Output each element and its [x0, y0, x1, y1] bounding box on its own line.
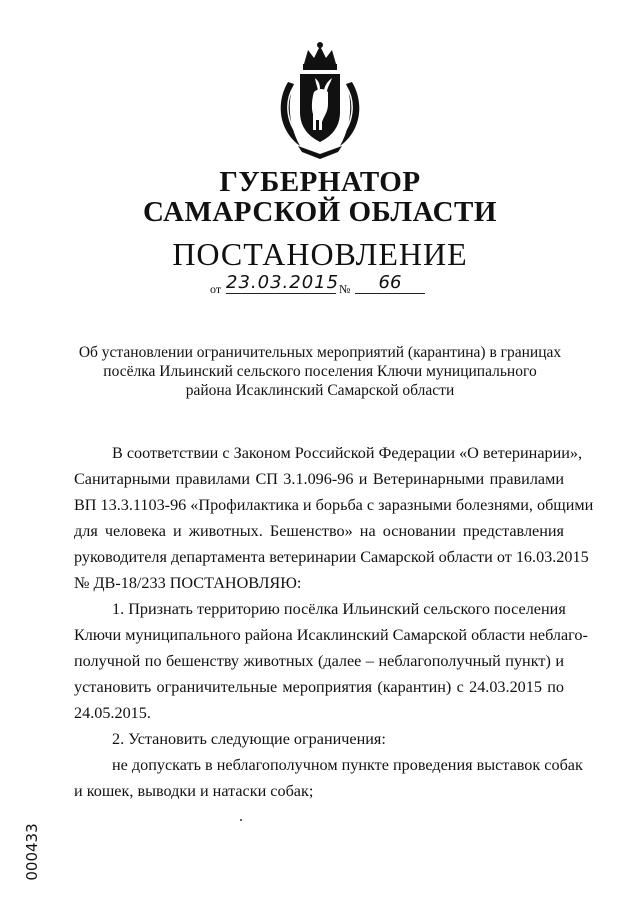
body-line: В соответствии с Законом Российской Федерации «О ветеринарии», — [112, 444, 583, 462]
subject-line: посёлка Ильинский сельского поселения Ключи муниципального — [103, 363, 537, 380]
body-line: руководителя департамента ветеринарии Самарской области от 16.03.2015 — [74, 548, 589, 566]
date-label: от — [210, 282, 222, 296]
body-line: 2. Установить следующие ограничения: — [112, 730, 386, 748]
body-line: 24.05.2015. — [74, 704, 151, 722]
body-line: № ДВ-18/233 ПОСТАНОВЛЯЮ: — [74, 574, 302, 592]
body-line: ВП 13.3.1103-96 «Профилактика и борьба с заразными болезнями, общими — [74, 496, 594, 514]
body-line: и кошек, выводки и натаски собак; — [74, 782, 314, 800]
body-line: Санитарными правилами СП 3.1.096-96 и Ветеринарными правилами — [74, 470, 564, 488]
document-date: 23.03.2015 — [226, 272, 340, 293]
body-line: не допускать в неблагополучном пункте проведения выставок собак — [112, 756, 583, 774]
registration-stamp — [22, 812, 42, 892]
body-line: 1. Признать территорию посёлка Ильинский сельского поселения — [112, 600, 566, 618]
authority-title-line2: САМАРСКОЙ ОБЛАСТИ — [143, 196, 497, 228]
document-subject — [60, 343, 580, 400]
date-number-line — [0, 272, 640, 298]
document-type: ПОСТАНОВЛЕНИЕ — [172, 236, 468, 272]
body-line: получной по бешенству животных (далее – неблагополучный пункт) и — [74, 652, 564, 670]
item-2-paragraph — [74, 726, 564, 752]
document-number: 66 — [355, 272, 425, 294]
subject-line: района Исаклинский Самарской области — [185, 382, 455, 399]
number-label: № — [339, 282, 351, 296]
scan-speck — [240, 819, 242, 821]
item-1-paragraph — [74, 596, 588, 726]
body-line: установить ограничительные мероприятия (карантин) с 24.03.2015 по — [74, 678, 564, 696]
body-line: для человека и животных. Бешенство» на основании представления — [74, 522, 564, 540]
item-2-text-paragraph — [74, 752, 583, 804]
stamp-number: 000433 — [23, 823, 41, 881]
intro-paragraph — [74, 440, 594, 596]
subject-line: Об установлении ограничительных мероприятий (карантина) в границах — [78, 344, 562, 361]
document-body — [74, 440, 594, 804]
samara-coat-of-arms-icon — [270, 42, 370, 160]
authority-title-line1: ГУБЕРНАТОР — [219, 166, 421, 198]
body-line: Ключи муниципального района Исаклинский Самарской области неблаго- — [74, 626, 588, 644]
